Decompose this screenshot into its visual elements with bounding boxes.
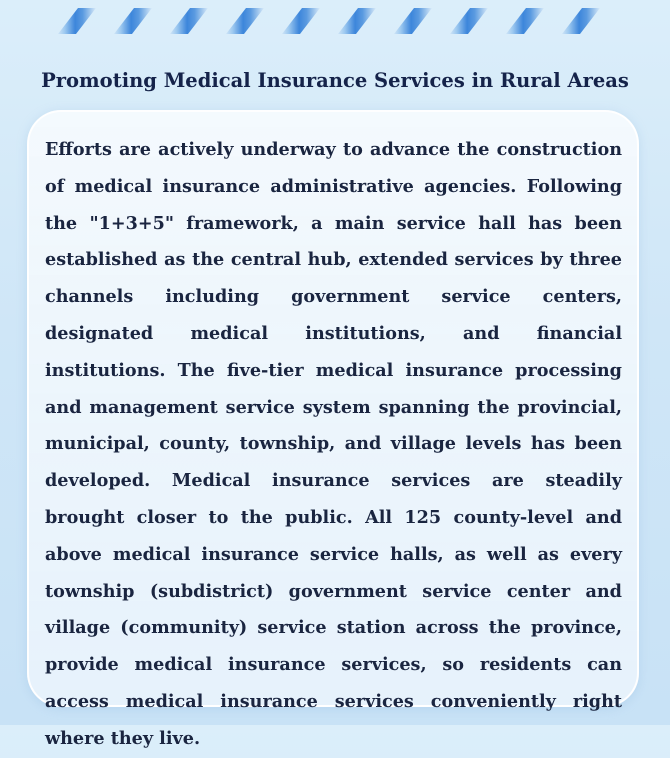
page-title: Promoting Medical Insurance Services in Rural Areas xyxy=(41,69,629,92)
diagonal-stripes-decor xyxy=(58,8,618,34)
article-paragraph: Efforts are actively underway to advance the construction of medical insurance administrative agencies. Following the "1+3+5" framework, a main service hall has been established as the central hub, extended services by three channels including government service centers, designated medical institutions, and financial institutions. The five-tier medical insurance processing and management service system spanning the provincial, municipal, county, township, and village levels has been developed. Medical insurance services are steadily brought closer to the public. All 125 county-level and above medical insurance service halls, as well as every township (subdistrict) government service center and village (community) service station across the province, provide medical insurance services, so residents can access medical insurance services conveniently right where they live. xyxy=(45,139,622,749)
